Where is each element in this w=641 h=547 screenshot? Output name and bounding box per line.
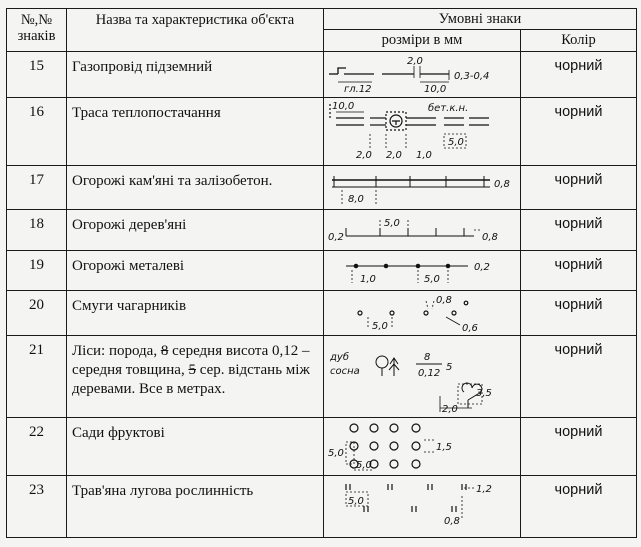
label-thickness: 0,12 (418, 368, 441, 379)
row-name: Огорожі кам'яні та залізобетон. (67, 166, 324, 210)
label-length: 10,0 (424, 84, 447, 95)
header-name: Назва та характеристика об'єкта (67, 9, 324, 52)
row-color: чорний (521, 98, 637, 166)
label-distance: 5 (446, 362, 453, 373)
shrub-strip-symbol (324, 291, 521, 336)
forest-symbol (324, 336, 521, 418)
row-color: чорний (521, 418, 637, 476)
row-name: Огорожі металеві (67, 251, 324, 291)
label-oak: дуб (330, 352, 349, 363)
header-color: Колір (521, 30, 637, 52)
table-row (7, 336, 637, 418)
label-gap-b: 2,0 (386, 150, 402, 161)
label-trunk: 2,0 (442, 404, 458, 415)
row-color: чорний (521, 210, 637, 251)
row-number: 23 (7, 476, 67, 538)
conventional-signs-table (6, 8, 637, 538)
table-row (7, 98, 637, 166)
table-row (7, 476, 637, 538)
row-color: чорний (521, 166, 637, 210)
heat-supply-symbol (324, 98, 521, 166)
row-color: чорний (521, 52, 637, 98)
symbol-stone-fence (324, 166, 521, 210)
table-row (7, 166, 637, 210)
header-row (7, 9, 637, 30)
symbol-gas-pipeline (324, 52, 521, 98)
symbol-heat-supply (324, 98, 521, 166)
row-number: 20 (7, 291, 67, 336)
gas-pipeline-symbol (324, 52, 521, 98)
table-row (7, 418, 637, 476)
label-line-width: 0,2 (328, 232, 344, 243)
symbol-wooden-fence (324, 210, 521, 251)
label-grass-size: 1,2 (476, 484, 492, 495)
row-name: Смуги чагарників (67, 291, 324, 336)
row-color: чорний (521, 476, 637, 538)
wooden-fence-symbol (324, 210, 521, 251)
row-name: Траса теплопостачання (67, 98, 324, 166)
metal-fence-symbol (324, 251, 521, 291)
header-symbols: Умовні знаки (324, 9, 637, 30)
stone-fence-symbol (324, 166, 521, 210)
label-small-dot: 0,6 (462, 323, 478, 334)
tree-icons (376, 356, 482, 412)
header-sizes: розміри в мм (324, 30, 521, 52)
label-material: бет.к.н. (428, 103, 469, 114)
symbol-orchard (324, 418, 521, 476)
label-segment: 10,0 (332, 101, 355, 112)
label-spacing: 5,0 (448, 137, 464, 148)
row-number: 18 (7, 210, 67, 251)
label-tree-size: 3,5 (476, 388, 492, 399)
symbol-forest (324, 336, 521, 418)
row-color: чорний (521, 336, 637, 418)
label-stroke: 0,8 (444, 516, 460, 527)
symbol-meadow (324, 476, 521, 538)
label-width: 0,3-0,4 (454, 71, 490, 82)
name-part: сер. відстань між деревами. Все в метрах. (72, 362, 310, 397)
label-spacing: 5,0 (384, 218, 400, 229)
label-spacing: 5,0 (424, 274, 440, 285)
row-name: Газопровід підземний (67, 52, 324, 98)
header-number: №,№ знаків (7, 9, 67, 52)
label-row-spacing: 5,0 (328, 448, 344, 459)
label-height: 8 (424, 352, 431, 363)
label-depth: гл.12 (344, 84, 372, 95)
table-row (7, 210, 637, 251)
label-gap-c: 1,0 (416, 150, 432, 161)
label-col-spacing: 5,0 (356, 460, 372, 471)
label-width: 0,2 (474, 262, 490, 273)
label-spacing: 8,0 (348, 194, 364, 205)
label-pine: сосна (330, 366, 360, 377)
label-dot: 1,0 (360, 274, 376, 285)
label-gap-a: 2,0 (356, 150, 372, 161)
table-row (7, 251, 637, 291)
table-row (7, 52, 637, 98)
label-dot-size: 0,8 (436, 295, 452, 306)
row-name: Трав'яна лугова рослинність (67, 476, 324, 538)
row-name: Сади фруктові (67, 418, 324, 476)
row-number: 19 (7, 251, 67, 291)
name-part: Ліси: порода, (72, 343, 161, 359)
label-spacing: 5,0 (372, 321, 388, 332)
label-post-height: 0,8 (482, 232, 498, 243)
row-color: чорний (521, 291, 637, 336)
row-color: чорний (521, 251, 637, 291)
row-number: 22 (7, 418, 67, 476)
label-gap: 2,0 (407, 56, 423, 67)
row-number: 21 (7, 336, 67, 418)
orchard-symbol (324, 418, 521, 476)
row-number: 17 (7, 166, 67, 210)
symbol-shrub-strip (324, 291, 521, 336)
row-number: 15 (7, 52, 67, 98)
name-part-struck: 5 (188, 362, 196, 378)
row-name: Огорожі дерев'яні (67, 210, 324, 251)
symbol-metal-fence (324, 251, 521, 291)
table-row (7, 291, 637, 336)
row-name-forest (67, 336, 324, 418)
label-width: 0,8 (494, 179, 510, 190)
row-number: 16 (7, 98, 67, 166)
label-spacing: 5,0 (348, 496, 364, 507)
label-circle: 1,5 (436, 442, 452, 453)
meadow-symbol (324, 476, 521, 538)
name-part: середня висота 0,12 – середня товщина, (72, 343, 310, 378)
name-part-struck: 8 (160, 343, 169, 359)
